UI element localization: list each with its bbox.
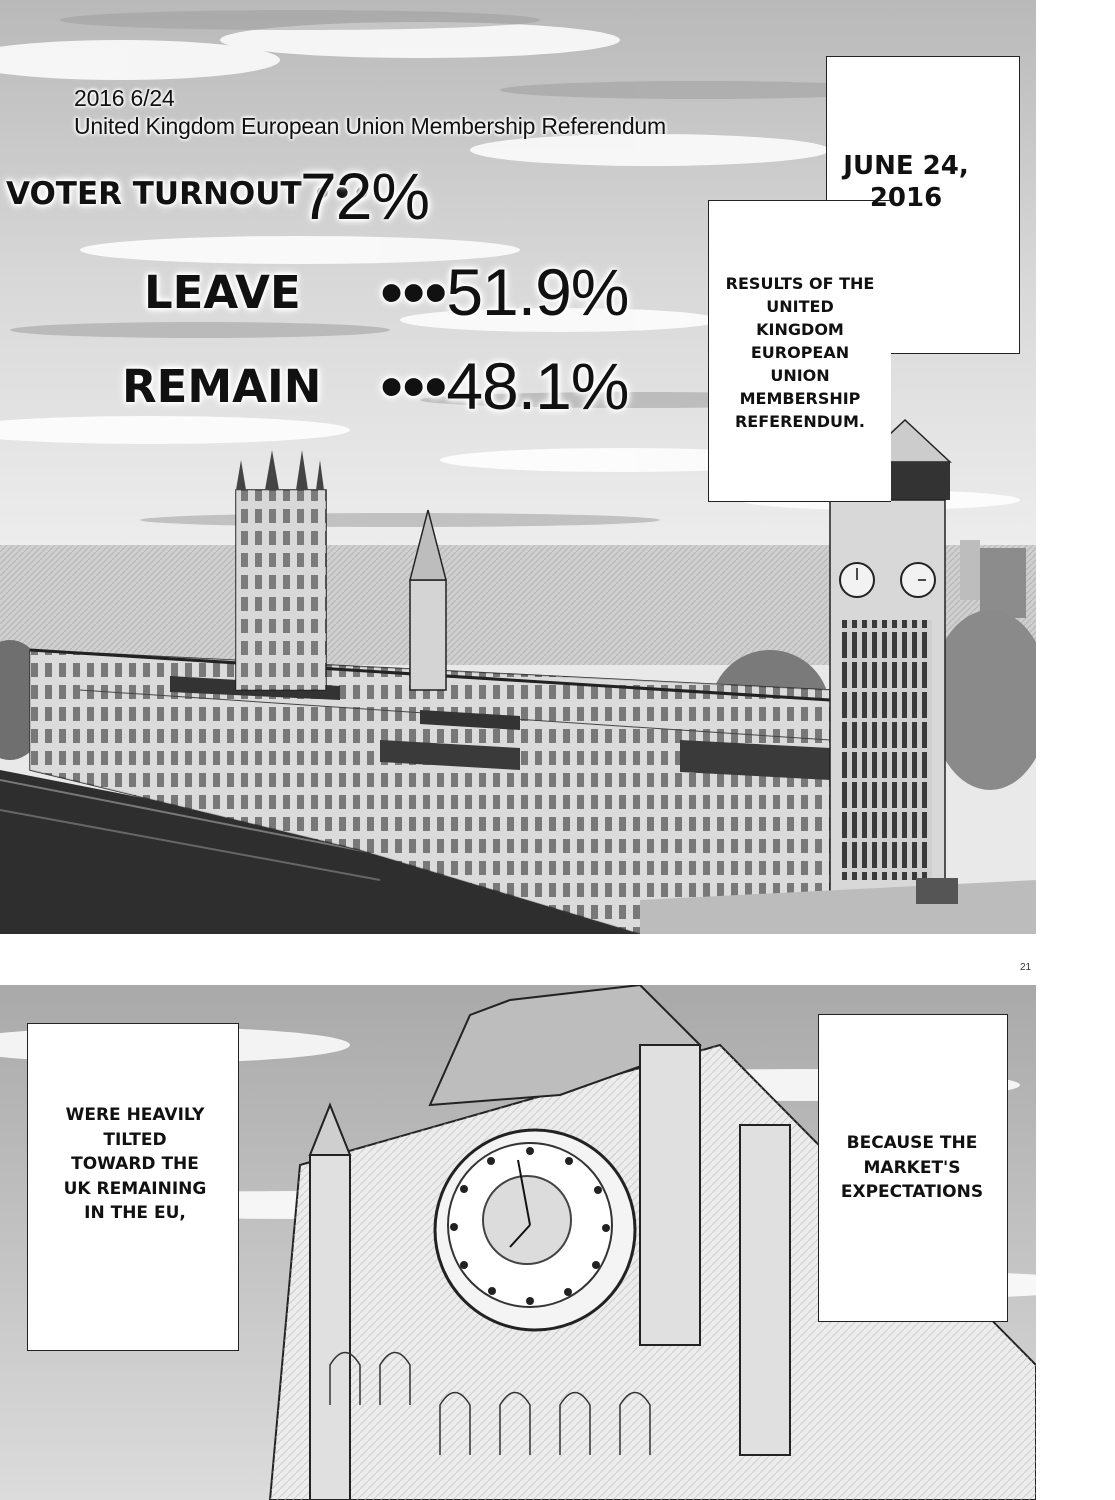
page-number: 21	[1020, 962, 1032, 973]
turnout-label: VOTER TURNOUT •••	[6, 176, 372, 212]
leave-label: LEAVE	[144, 266, 301, 319]
narration-right: BECAUSE THE MARKET'S EXPECTATIONS	[840, 1133, 984, 1202]
caption-title: United Kingdom European Union Membership Referendum	[74, 113, 666, 139]
turnout-value: 72%	[300, 159, 430, 233]
leave-value: •••51.9%	[380, 255, 629, 329]
narration-results: RESULTS OF THE UNITED KINGDOM EUROPEAN UNION MEMBERSHIP REFERENDUM.	[725, 274, 875, 431]
narration-date: JUNE 24, 2016	[843, 151, 969, 213]
caption-date: 2016 6/24	[74, 85, 175, 111]
remain-value: •••48.1%	[380, 349, 629, 423]
narration-left: WERE HEAVILY TILTED TOWARD THE UK REMAINING IN THE EU,	[63, 1105, 207, 1223]
remain-label: REMAIN	[122, 360, 322, 413]
